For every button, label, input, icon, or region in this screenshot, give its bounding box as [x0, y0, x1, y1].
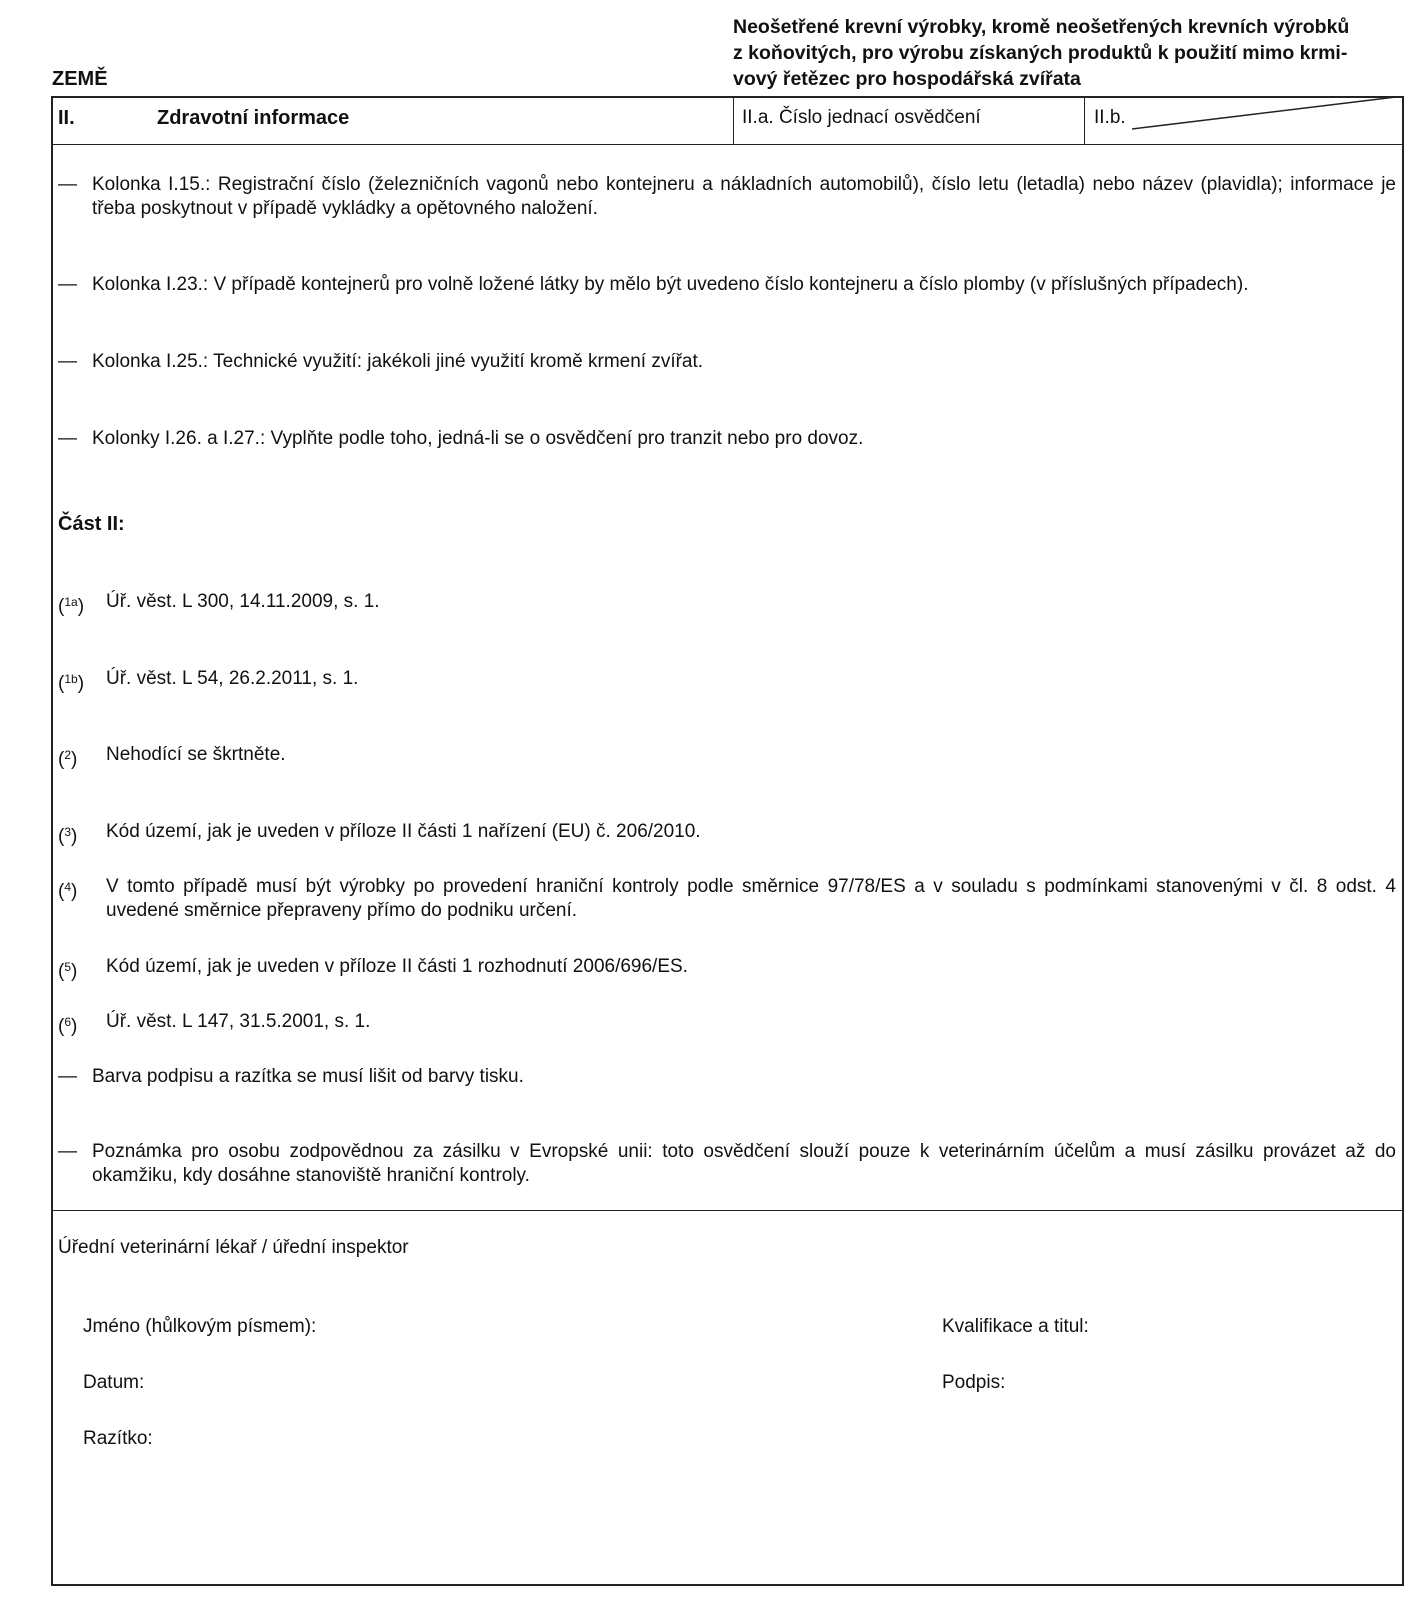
- footnote-text: Nehodící se škrtněte.: [106, 744, 286, 765]
- footnote-item: [58, 955, 1396, 982]
- country-label: ZEMĚ: [52, 68, 108, 90]
- note-text: Barva podpisu a razítka se musí lišit od barvy tisku.: [92, 1066, 524, 1087]
- footnote-item: [58, 1010, 1396, 1037]
- footnote-marker: ($^2$): [58, 748, 78, 770]
- footnote-item: [58, 590, 1396, 617]
- date-field-label: Datum:: [83, 1372, 145, 1393]
- certificate-title-line: z koňovitých, pro výrobu získaných produktů k použití mimo krmi-: [733, 42, 1348, 64]
- header-row-divider: [51, 144, 1404, 145]
- dash-marker: —: [58, 1141, 77, 1162]
- note-text: Poznámka pro osobu zodpovědnou za zásilku v Evropské unii: toto osvědčení slouží pouze k veterinárním účelům a musí zásilku provázet až do okamžiku, kdy dosáhne stanoviště hraniční kontroly.: [92, 1141, 1396, 1186]
- footnote-marker: ($^6$): [58, 1015, 78, 1037]
- signature-field-label: Podpis:: [942, 1372, 1006, 1393]
- certificate-title: [733, 14, 1403, 92]
- note-text: Kolonka I.15.: Registrační číslo (železničních vagonů nebo kontejneru a nákladních automobilů), číslo letu (letadla) nebo název (plavidla); informace je třeba poskytnout v případě vykládky a opětovného naložení.: [92, 174, 1396, 219]
- qualification-field-label: Kvalifikace a titul:: [942, 1316, 1089, 1337]
- footnote-text: Úř. věst. L 54, 26.2.2011, s. 1.: [106, 668, 359, 689]
- iib-label: II.b.: [1094, 107, 1126, 128]
- note-item: [58, 1065, 1396, 1089]
- footnote-marker: ($^5$): [58, 960, 78, 982]
- footnote-item: [58, 820, 1396, 847]
- note-item: [58, 273, 1396, 297]
- note-text: Kolonka I.25.: Technické využití: jakékoli jiné využití kromě krmení zvířat.: [92, 351, 704, 372]
- stamp-field-label: Razítko:: [83, 1428, 153, 1449]
- header-col-divider-1: [733, 96, 734, 144]
- official-veterinarian-title: Úřední veterinární lékař / úřední inspektor: [58, 1237, 409, 1258]
- note-item: [58, 1140, 1396, 1188]
- name-field-label: Jméno (hůlkovým písmem):: [83, 1316, 317, 1337]
- note-item: [58, 350, 1396, 374]
- footnote-text: Kód území, jak je uveden v příloze II části 1 rozhodnutí 2006/696/ES.: [106, 956, 688, 977]
- certificate-title-line: vový řetězec pro hospodářská zvířata: [733, 68, 1081, 90]
- dash-marker: —: [58, 1066, 77, 1087]
- note-text: Kolonka I.23.: V případě kontejnerů pro volně ložené látky by mělo být uvedeno číslo kontejneru a číslo plomby (v příslušných případech).: [92, 274, 1249, 295]
- footnote-marker: ($^{1a}$): [58, 595, 85, 617]
- dash-marker: —: [58, 174, 77, 195]
- note-text: Kolonky I.26. a I.27.: Vyplňte podle toho, jedná-li se o osvědčení pro tranzit nebo pro dovoz.: [92, 428, 864, 449]
- footnote-marker: ($^{1b}$): [58, 672, 85, 694]
- footnote-marker: ($^4$): [58, 880, 78, 902]
- footnote-text: Kód území, jak je uveden v příloze II části 1 nařízení (EU) č. 206/2010.: [106, 821, 701, 842]
- dash-marker: —: [58, 428, 77, 449]
- footnote-item: [58, 667, 1396, 694]
- footnote-text: V tomto případě musí být výrobky po provedení hraniční kontroly podle směrnice 97/78/ES a v souladu s podmínkami stanovenými v čl. 8 odst. 4 uvedené směrnice přepraveny přímo do podniku určení.: [106, 876, 1396, 921]
- dash-marker: —: [58, 274, 77, 295]
- footnote-text: Úř. věst. L 147, 31.5.2001, s. 1.: [106, 1011, 371, 1032]
- certificate-title-line: Neošetřené krevní výrobky, kromě neošetřených krevních výrobků: [733, 16, 1350, 38]
- dash-marker: —: [58, 351, 77, 372]
- footnote-text: Úř. věst. L 300, 14.11.2009, s. 1.: [106, 591, 380, 612]
- signature-divider: [51, 1210, 1404, 1211]
- header-col-divider-2: [1084, 96, 1085, 144]
- note-item: [58, 427, 1396, 451]
- certificate-reference-label: II.a. Číslo jednací osvědčení: [742, 107, 981, 128]
- part-number: II.: [58, 107, 75, 129]
- note-item: [58, 173, 1396, 221]
- footnote-item: [58, 743, 1396, 770]
- iib-diagonal-line: [1132, 96, 1404, 144]
- footnote-marker: ($^3$): [58, 825, 78, 847]
- footnote-item: [58, 875, 1396, 923]
- part-title: Zdravotní informace: [157, 107, 350, 129]
- part-two-heading: Část II:: [58, 513, 125, 535]
